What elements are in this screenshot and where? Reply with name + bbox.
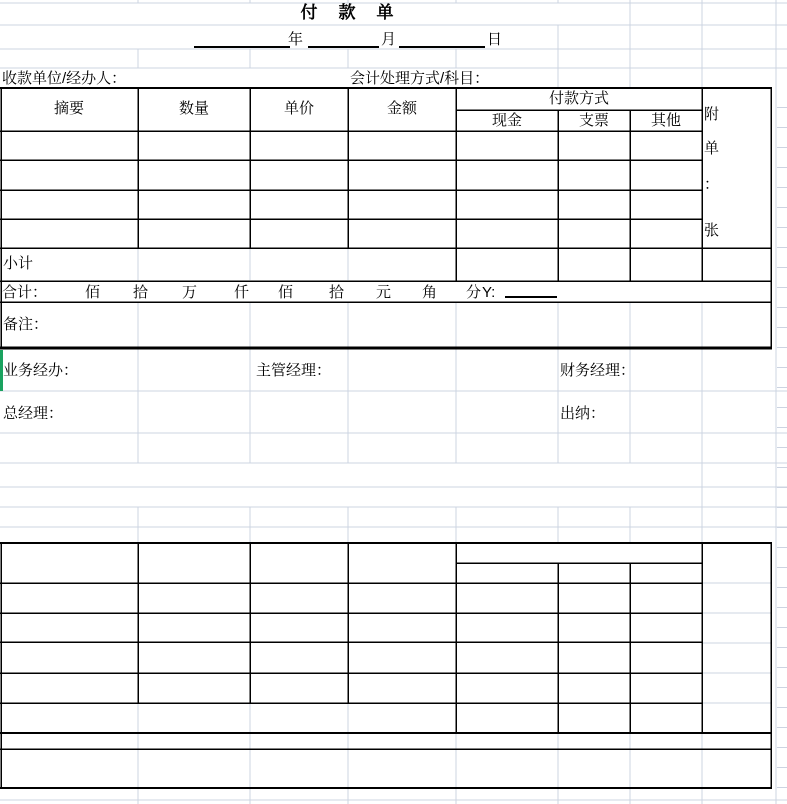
digit-unit-9: 分	[466, 284, 482, 301]
year-label: 年	[288, 31, 304, 48]
col-header-quantity: 数量	[178, 100, 209, 117]
total-label: 合计：	[2, 284, 48, 301]
col-header-amount: 金额	[386, 100, 417, 117]
col-header-unit-price: 单价	[283, 100, 314, 117]
attachment-char-4: 张	[704, 222, 720, 239]
month-label: 月	[381, 31, 397, 48]
col-header-summary: 摘要	[53, 100, 84, 117]
digit-unit-2: 拾	[133, 284, 149, 301]
day-blank-underline[interactable]	[399, 46, 485, 48]
business-agent-label: 业务经办：	[3, 362, 79, 379]
col-header-payment-method: 付款方式	[548, 90, 609, 107]
general-manager-label: 总经理：	[3, 405, 64, 422]
blank-form-area[interactable]	[0, 543, 772, 788]
month-blank-underline[interactable]	[308, 46, 379, 48]
remark-label: 备注：	[3, 316, 49, 333]
col-header-cheque: 支票	[578, 112, 609, 129]
page-title: 付 款 单	[300, 3, 396, 22]
day-label: 日	[487, 31, 503, 48]
col-header-cash: 现金	[491, 112, 522, 129]
digit-unit-8: 角	[422, 284, 438, 301]
subtotal-label: 小计	[3, 255, 34, 272]
digit-unit-3: 万	[182, 284, 198, 301]
attachment-char-2: 单	[704, 140, 720, 157]
year-blank-underline[interactable]	[194, 46, 290, 48]
digit-unit-4: 仟	[234, 284, 250, 301]
digit-unit-5: 佰	[278, 284, 294, 301]
finance-manager-label: 财务经理：	[560, 362, 636, 379]
payee-label: 收款单位/经办人：	[2, 70, 127, 87]
col-header-other: 其他	[650, 112, 681, 129]
supervising-manager-label: 主管经理：	[256, 362, 332, 379]
cashier-label: 出纳：	[560, 405, 606, 422]
total-amount-blank-underline[interactable]	[505, 296, 557, 298]
accounting-label: 会计处理方式/科目：	[350, 70, 490, 87]
attachment-char-1: 附	[704, 106, 720, 123]
digit-unit-7: 元	[376, 284, 392, 301]
digit-unit-6: 拾	[329, 284, 345, 301]
digit-unit-1: 佰	[85, 284, 101, 301]
attachment-char-3: ：	[704, 176, 720, 193]
currency-label: Y:	[482, 284, 496, 301]
